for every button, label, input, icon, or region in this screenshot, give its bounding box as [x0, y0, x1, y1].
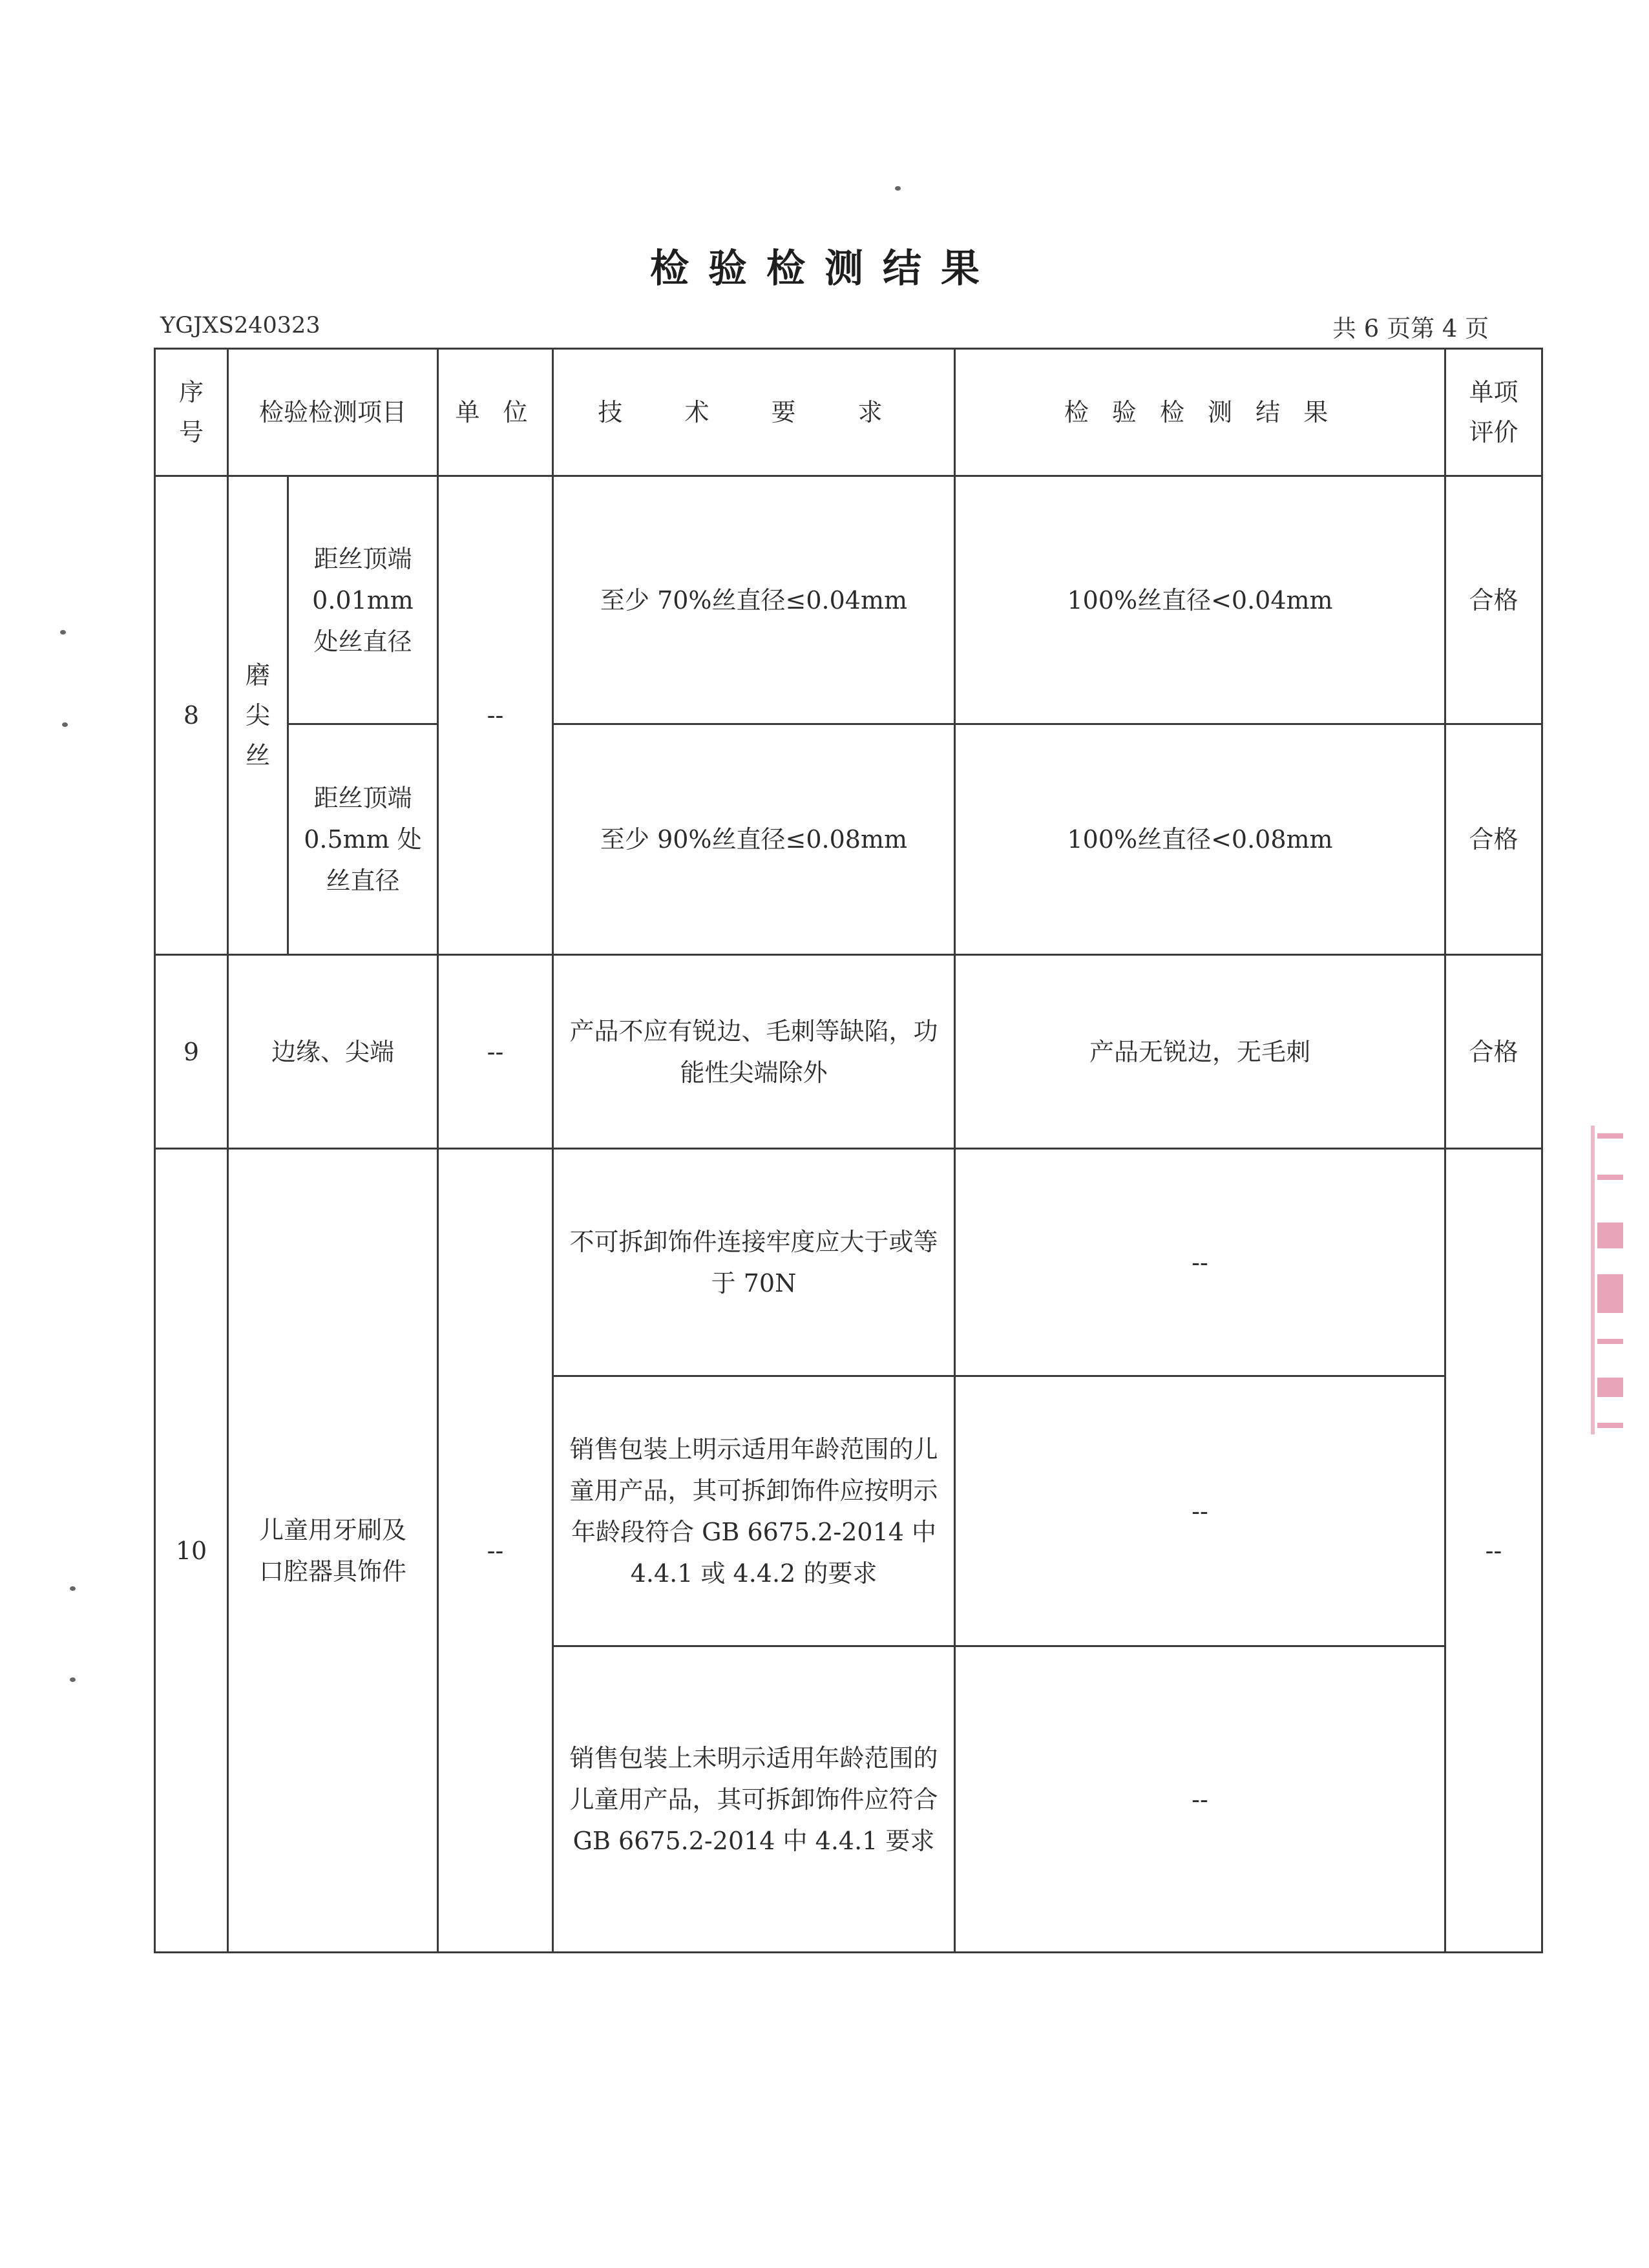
table-row: [155, 1149, 1542, 1376]
scan-speck: [895, 186, 901, 191]
row-requirement: 不可拆卸饰件连接牢度应大于或等于 70N: [553, 1149, 955, 1376]
page-info: 共 6 页第 4 页: [1332, 315, 1489, 342]
row-requirement: 至少 90%丝直径≤0.08mm: [553, 724, 955, 955]
row-result: --: [955, 1376, 1445, 1646]
header-unit: 单 位: [438, 349, 553, 476]
header-item: 检验检测项目: [228, 349, 438, 476]
row-group-label: 磨 尖 丝: [228, 476, 288, 955]
scan-speck: [60, 630, 66, 635]
scan-speck: [70, 1586, 76, 1591]
table-header-row: [155, 349, 1542, 476]
scan-speck: [62, 722, 68, 727]
row-subitem: 距丝顶端 0.5mm 处丝直径: [288, 724, 438, 955]
row-item: 边缘、尖端: [228, 955, 438, 1149]
page-title: 检验检测结果: [650, 246, 999, 291]
row-evaluation: --: [1445, 1149, 1542, 1953]
table-row: [155, 476, 1542, 724]
header-requirement: 技 术 要 求: [553, 349, 955, 476]
row-unit: --: [438, 955, 553, 1149]
row-result: 100%丝直径<0.04mm: [955, 476, 1445, 724]
row-requirement: 产品不应有锐边、毛刺等缺陷，功能性尖端除外: [553, 955, 955, 1149]
row-requirement: 至少 70%丝直径≤0.04mm: [553, 476, 955, 724]
row-evaluation: 合格: [1445, 955, 1542, 1149]
row-unit: --: [438, 1149, 553, 1953]
document-number: YGJXS240323: [160, 313, 320, 339]
row-subitem: 距丝顶端 0.01mm 处丝直径: [288, 476, 438, 724]
row-seq: 10: [155, 1149, 228, 1953]
row-evaluation: 合格: [1445, 476, 1542, 724]
row-result: --: [955, 1646, 1445, 1953]
row-unit: --: [438, 476, 553, 955]
row-evaluation: 合格: [1445, 724, 1542, 955]
row-result: 100%丝直径<0.08mm: [955, 724, 1445, 955]
header-result: 检 验 检 测 结 果: [955, 349, 1445, 476]
inspection-result-table: [154, 348, 1543, 1953]
row-requirement: 销售包装上未明示适用年龄范围的儿童用产品，其可拆卸饰件应符合 GB 6675.2-2014 中 4.4.1 要求: [553, 1646, 955, 1953]
header-seq: 序 号: [155, 349, 228, 476]
row-requirement: 销售包装上明示适用年龄范围的儿童用产品，其可拆卸饰件应按明示年龄段符合 GB 6675.2-2014 中 4.4.1 或 4.4.2 的要求: [553, 1376, 955, 1646]
header-evaluation: 单项 评价: [1445, 349, 1542, 476]
seal-stamp-fragment: [1591, 1126, 1633, 1434]
row-result: 产品无锐边，无毛刺: [955, 955, 1445, 1149]
table-row: [155, 724, 1542, 955]
scan-speck: [70, 1677, 76, 1682]
row-result: --: [955, 1149, 1445, 1376]
row-item: 儿童用牙刷及口腔器具饰件: [228, 1149, 438, 1953]
row-seq: 9: [155, 955, 228, 1149]
table-row: [155, 955, 1542, 1149]
row-seq: 8: [155, 476, 228, 955]
